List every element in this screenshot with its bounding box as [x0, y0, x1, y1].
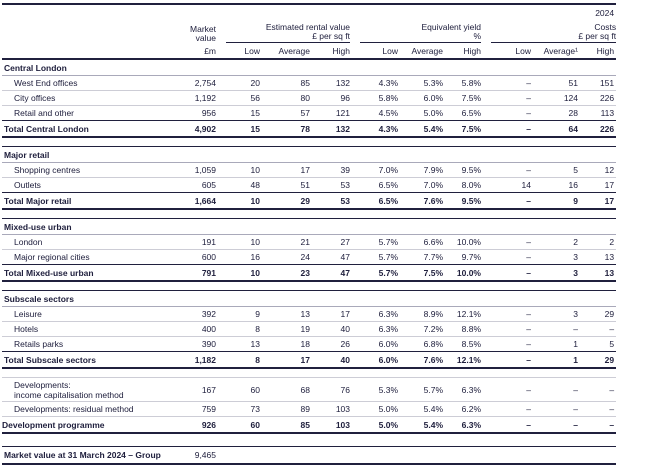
spacer-row	[2, 368, 616, 378]
row-label: Developments: income capitalisation method	[2, 378, 172, 402]
section-title: Mixed-use urban	[2, 219, 616, 235]
cell: 16	[531, 178, 578, 193]
yield-group-title: Equivalent yield	[421, 22, 481, 32]
col-head-costs-low: Low	[481, 43, 531, 59]
cell: 15	[216, 121, 260, 138]
cell: 103	[310, 402, 350, 417]
table-row	[2, 307, 616, 322]
cell: 5.8%	[443, 76, 481, 91]
cell: 10	[216, 235, 260, 250]
cell: 56	[216, 91, 260, 106]
row-label: West End offices	[2, 76, 172, 91]
table-row	[2, 378, 616, 402]
cell: 17	[260, 163, 310, 178]
table-row	[2, 106, 616, 121]
cell: –	[481, 91, 531, 106]
row-label: Retails parks	[2, 337, 172, 352]
cell: 16	[216, 250, 260, 265]
erv-group-head	[216, 21, 350, 43]
total-label: Total Central London	[2, 121, 172, 138]
cell: 9.5%	[443, 193, 481, 210]
cell: 6.3%	[443, 417, 481, 434]
cell: –	[481, 265, 531, 282]
spacer-row	[2, 137, 616, 147]
erv-group-title: Estimated rental value	[265, 22, 350, 32]
group-total-row	[2, 447, 616, 465]
col-head-erv-high: High	[310, 43, 350, 59]
cell: 7.2%	[398, 322, 443, 337]
cell: 26	[310, 337, 350, 352]
cell: 3	[531, 307, 578, 322]
cell: 10	[216, 265, 260, 282]
costs-group-head	[481, 21, 616, 43]
col-head-yield-average: Average	[398, 43, 443, 59]
cell: –	[481, 193, 531, 210]
row-label: City offices	[2, 91, 172, 106]
cell: –	[578, 378, 616, 402]
cell: 6.8%	[398, 337, 443, 352]
cell: 7.5%	[443, 121, 481, 138]
cell: 60	[216, 417, 260, 434]
cell: –	[578, 417, 616, 434]
cell: 6.0%	[350, 352, 398, 369]
cell: 53	[310, 178, 350, 193]
cell: 6.3%	[443, 378, 481, 402]
cell: 3	[531, 265, 578, 282]
cell: 5.4%	[398, 121, 443, 138]
cell: 8.8%	[443, 322, 481, 337]
cell: 9.7%	[443, 250, 481, 265]
cell: 15	[216, 106, 260, 121]
total-row	[2, 417, 616, 434]
cell: 6.3%	[350, 322, 398, 337]
cell: 392	[172, 307, 216, 322]
cell: 103	[310, 417, 350, 434]
section-header-row	[2, 219, 616, 235]
cell: 2	[578, 235, 616, 250]
cell: 6.0%	[350, 337, 398, 352]
cell: 390	[172, 337, 216, 352]
market-value-head: Market value	[190, 24, 216, 43]
cell: –	[481, 163, 531, 178]
total-label: Development programme	[2, 417, 172, 434]
spacer-row	[2, 281, 616, 291]
cell: 76	[310, 378, 350, 402]
col-head-yield-low: Low	[350, 43, 398, 59]
cell: 13	[260, 307, 310, 322]
yield-group-head	[350, 21, 481, 43]
cell: 96	[310, 91, 350, 106]
cell: 226	[578, 91, 616, 106]
cell: 7.9%	[398, 163, 443, 178]
cell: 19	[260, 322, 310, 337]
cell: 28	[531, 106, 578, 121]
cell: 956	[172, 106, 216, 121]
cell: 7.6%	[398, 193, 443, 210]
section-title: Subscale sectors	[2, 291, 616, 307]
cell: 18	[260, 337, 310, 352]
cell: –	[481, 307, 531, 322]
cell: 8.9%	[398, 307, 443, 322]
col-head-yield-high: High	[443, 43, 481, 59]
cell: 5.3%	[350, 378, 398, 402]
cell: 10.0%	[443, 265, 481, 282]
spacer-row	[2, 433, 616, 447]
cell: 48	[216, 178, 260, 193]
cell: 1,192	[172, 91, 216, 106]
cell: 40	[310, 322, 350, 337]
cell: 12	[578, 163, 616, 178]
col-head-costs-high: High	[578, 43, 616, 59]
table-row	[2, 337, 616, 352]
group-header-row	[2, 21, 616, 43]
row-label: Leisure	[2, 307, 172, 322]
cell: –	[481, 235, 531, 250]
cell: –	[578, 322, 616, 337]
cell: 7.6%	[398, 352, 443, 369]
cell: 24	[260, 250, 310, 265]
section-header-row	[2, 291, 616, 307]
cell: 7.5%	[443, 91, 481, 106]
cell: 13	[578, 265, 616, 282]
cell: –	[531, 402, 578, 417]
cell: –	[481, 378, 531, 402]
year-row	[2, 4, 616, 21]
empty-head	[2, 43, 172, 59]
cell: –	[481, 250, 531, 265]
row-label: Developments: residual method	[2, 402, 172, 417]
cell: 5.4%	[398, 417, 443, 434]
cell: 27	[310, 235, 350, 250]
cell: 5	[531, 163, 578, 178]
cell: 53	[310, 193, 350, 210]
cell: 51	[260, 178, 310, 193]
cell: 226	[578, 121, 616, 138]
cell: –	[481, 402, 531, 417]
cell: 132	[310, 76, 350, 91]
cell: 8.5%	[443, 337, 481, 352]
cell: 9	[531, 193, 578, 210]
cell: 60	[216, 378, 260, 402]
cell: 73	[216, 402, 260, 417]
cell: –	[531, 417, 578, 434]
row-label: Major regional cities	[2, 250, 172, 265]
cell: –	[481, 76, 531, 91]
cell: 17	[578, 178, 616, 193]
group-total-label: Market value at 31 March 2024 – Group	[2, 447, 172, 465]
cell: 10	[216, 193, 260, 210]
cell: 12.1%	[443, 352, 481, 369]
table-row	[2, 235, 616, 250]
cell: 29	[260, 193, 310, 210]
cell: 4.3%	[350, 121, 398, 138]
cell: 10	[216, 163, 260, 178]
cell: 39	[310, 163, 350, 178]
table-row	[2, 402, 616, 417]
table-row	[2, 250, 616, 265]
cell: 113	[578, 106, 616, 121]
total-row	[2, 193, 616, 210]
cell: 1,664	[172, 193, 216, 210]
table-row	[2, 76, 616, 91]
total-row	[2, 121, 616, 138]
cell: 5.7%	[350, 265, 398, 282]
table-row	[2, 322, 616, 337]
cell: 64	[531, 121, 578, 138]
cell: 68	[260, 378, 310, 402]
cell: 124	[531, 91, 578, 106]
cell: 8.0%	[443, 178, 481, 193]
empty-cell	[216, 447, 616, 465]
cell: 759	[172, 402, 216, 417]
cell: 7.7%	[398, 250, 443, 265]
cell: 80	[260, 91, 310, 106]
report-year: 2024	[595, 8, 615, 18]
group-total-value: 9,465	[172, 447, 216, 465]
cell: 13	[578, 250, 616, 265]
valuation-table	[2, 3, 616, 465]
cell: 57	[260, 106, 310, 121]
col-head-erv-low: Low	[216, 43, 260, 59]
cell: 5	[578, 337, 616, 352]
cell: –	[481, 352, 531, 369]
cell: 7.0%	[398, 178, 443, 193]
cell: 151	[578, 76, 616, 91]
cell: 17	[310, 307, 350, 322]
section-header-row	[2, 59, 616, 76]
cell: 6.0%	[398, 91, 443, 106]
cell: 400	[172, 322, 216, 337]
cell: 29	[578, 307, 616, 322]
cell: 1,059	[172, 163, 216, 178]
cell: 4,902	[172, 121, 216, 138]
cell: –	[481, 337, 531, 352]
cell: 7.0%	[350, 163, 398, 178]
cell: 1	[531, 337, 578, 352]
cell: 78	[260, 121, 310, 138]
cell: 791	[172, 265, 216, 282]
cell: 23	[260, 265, 310, 282]
cell: 4.3%	[350, 76, 398, 91]
cell: 40	[310, 352, 350, 369]
cell: 89	[260, 402, 310, 417]
cell: 20	[216, 76, 260, 91]
cell: 85	[260, 76, 310, 91]
table-row	[2, 178, 616, 193]
cell: 7.5%	[398, 265, 443, 282]
cell: –	[481, 417, 531, 434]
cell: 8	[216, 322, 260, 337]
cell: 6.5%	[350, 178, 398, 193]
col-head-costs-average: Average¹	[531, 43, 578, 59]
cell: 6.5%	[443, 106, 481, 121]
section-title: Major retail	[2, 147, 616, 163]
cell: 2,754	[172, 76, 216, 91]
cell: 29	[578, 352, 616, 369]
col-head-erv-average: Average	[260, 43, 310, 59]
total-row	[2, 352, 616, 369]
cell: 12.1%	[443, 307, 481, 322]
cell: 1,182	[172, 352, 216, 369]
cell: 5.7%	[350, 250, 398, 265]
erv-group-unit: £ per sq ft	[312, 31, 350, 41]
cell: 5.3%	[398, 76, 443, 91]
costs-group-title: Costs	[594, 22, 617, 32]
cell: 47	[310, 250, 350, 265]
cell: 5.8%	[350, 91, 398, 106]
cell: 5.7%	[350, 235, 398, 250]
cell: 6.5%	[350, 193, 398, 210]
cell: 13	[216, 337, 260, 352]
cell: 3	[531, 250, 578, 265]
row-label: Outlets	[2, 178, 172, 193]
spacer-row	[2, 209, 616, 219]
section-title: Central London	[2, 59, 616, 76]
cell: 926	[172, 417, 216, 434]
label-column-head	[2, 21, 172, 43]
row-label: London	[2, 235, 172, 250]
yield-group-unit: %	[473, 31, 481, 41]
cell: 6.2%	[443, 402, 481, 417]
cell: 17	[260, 352, 310, 369]
cell: 10.0%	[443, 235, 481, 250]
cell: 47	[310, 265, 350, 282]
table-row	[2, 163, 616, 178]
row-label: Shopping centres	[2, 163, 172, 178]
cell: 5.0%	[350, 417, 398, 434]
cell: 167	[172, 378, 216, 402]
cell: 2	[531, 235, 578, 250]
cell: –	[578, 402, 616, 417]
cell: 9	[216, 307, 260, 322]
cell: 4.5%	[350, 106, 398, 121]
cell: 132	[310, 121, 350, 138]
cell: 8	[216, 352, 260, 369]
total-row	[2, 265, 616, 282]
cell: 1	[531, 352, 578, 369]
sub-header-row	[2, 43, 616, 59]
cell: 5.4%	[398, 402, 443, 417]
row-label: Retail and other	[2, 106, 172, 121]
cell: 121	[310, 106, 350, 121]
cell: 5.0%	[398, 106, 443, 121]
cell: –	[481, 121, 531, 138]
row-label: Hotels	[2, 322, 172, 337]
costs-group-unit: £ per sq ft	[578, 31, 617, 41]
table-row	[2, 91, 616, 106]
cell: –	[481, 322, 531, 337]
market-value-unit: £m	[172, 43, 216, 59]
cell: 6.3%	[350, 307, 398, 322]
cell: 6.6%	[398, 235, 443, 250]
cell: 605	[172, 178, 216, 193]
cell: 5.7%	[398, 378, 443, 402]
cell: 14	[481, 178, 531, 193]
cell: 600	[172, 250, 216, 265]
cell: 17	[578, 193, 616, 210]
cell: –	[531, 322, 578, 337]
cell: 21	[260, 235, 310, 250]
cell: 51	[531, 76, 578, 91]
cell: –	[531, 378, 578, 402]
cell: 85	[260, 417, 310, 434]
cell: 9.5%	[443, 163, 481, 178]
cell: 191	[172, 235, 216, 250]
cell: 5.0%	[350, 402, 398, 417]
cell: –	[481, 106, 531, 121]
section-header-row	[2, 147, 616, 163]
total-label: Total Mixed-use urban	[2, 265, 172, 282]
total-label: Total Major retail	[2, 193, 172, 210]
total-label: Total Subscale sectors	[2, 352, 172, 369]
